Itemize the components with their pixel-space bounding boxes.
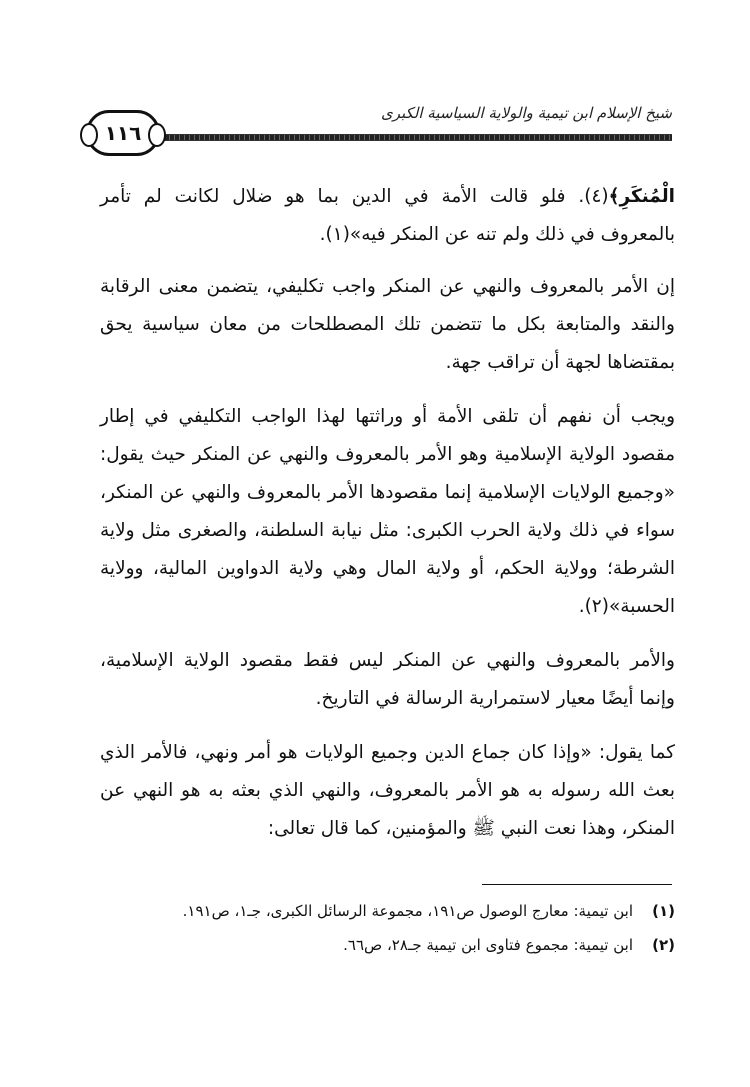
footnote-text: ابن تيمية: مجموع فتاوى ابن تيمية جـ٢٨، ص٦٦.	[343, 936, 633, 954]
paragraph-4: والأمر بالمعروف والنهي عن المنكر ليس فقط مقصود الولاية الإسلامية، وإنما أيضًا معيار لاستمرارية الرسالة في التاريخ.	[100, 650, 675, 709]
running-title: شيخ الإسلام ابن تيمية والولاية السياسية الكبرى	[380, 104, 672, 122]
quran-fragment: الْمُنكَرِ﴾	[608, 186, 675, 207]
header-rule	[92, 134, 672, 141]
footnote-rule	[482, 884, 672, 885]
paragraph-3: ويجب أن نفهم أن تلقى الأمة أو وراثتها لهذا الواجب التكليفي في إطار مقصود الولاية الإسلامية وهو الأمر بالمعروف والنهي عن المنكر حيث يقول: «وجميع الولايات الإسلامية إنما مقصودها الأمر بالمعروف والنهي عن المنكر، سواء في ذلك ولاية الحرب الكبرى: مثل نيابة السلطنة، والصغرى مثل ولاية الشرطة؛ وولاية الحكم، أو ولاية المال وهي ولاية الدواوين المالية، وولاية الحسبة»(٢).	[100, 406, 675, 617]
page-header	[92, 100, 672, 158]
footnote-number: (١)	[652, 902, 675, 920]
page-number: ١١٦	[104, 121, 142, 145]
footnote-1	[100, 896, 675, 926]
body-text	[100, 178, 675, 864]
page-number-badge	[86, 110, 160, 156]
paragraph-1	[100, 178, 675, 254]
footnote-number: (٢)	[652, 936, 675, 954]
paragraph-2: إن الأمر بالمعروف والنهي عن المنكر واجب تكليفي، يتضمن معنى الرقابة والنقد والمتابعة بكل ما تتضمن تلك المصطلحات من معان سياسية يحق بمقتضاها لجهة أن تراقب جهة.	[100, 276, 675, 373]
paragraph-1-text: (٤). فلو قالت الأمة في الدين بما هو ضلال لكانت لم تأمر بالمعروف في ذلك ولم تنه عن المنكر فيه»(١).	[100, 186, 675, 245]
footnote-2	[100, 930, 675, 960]
footnotes	[100, 896, 675, 964]
paragraph-5: كما يقول: «وإذا كان جماع الدين وجميع الولايات هو أمر ونهي، فالأمر الذي بعث الله رسوله به هو الأمر بالمعروف، والنهي الذي بعثه به هو النهي عن المنكر، وهذا نعت النبي ﷺ والمؤمنين، كما قال تعالى:	[100, 742, 675, 839]
footnote-text: ابن تيمية: معارج الوصول ص١٩١، مجموعة الرسائل الكبرى، جـ١، ص١٩١.	[182, 902, 633, 920]
